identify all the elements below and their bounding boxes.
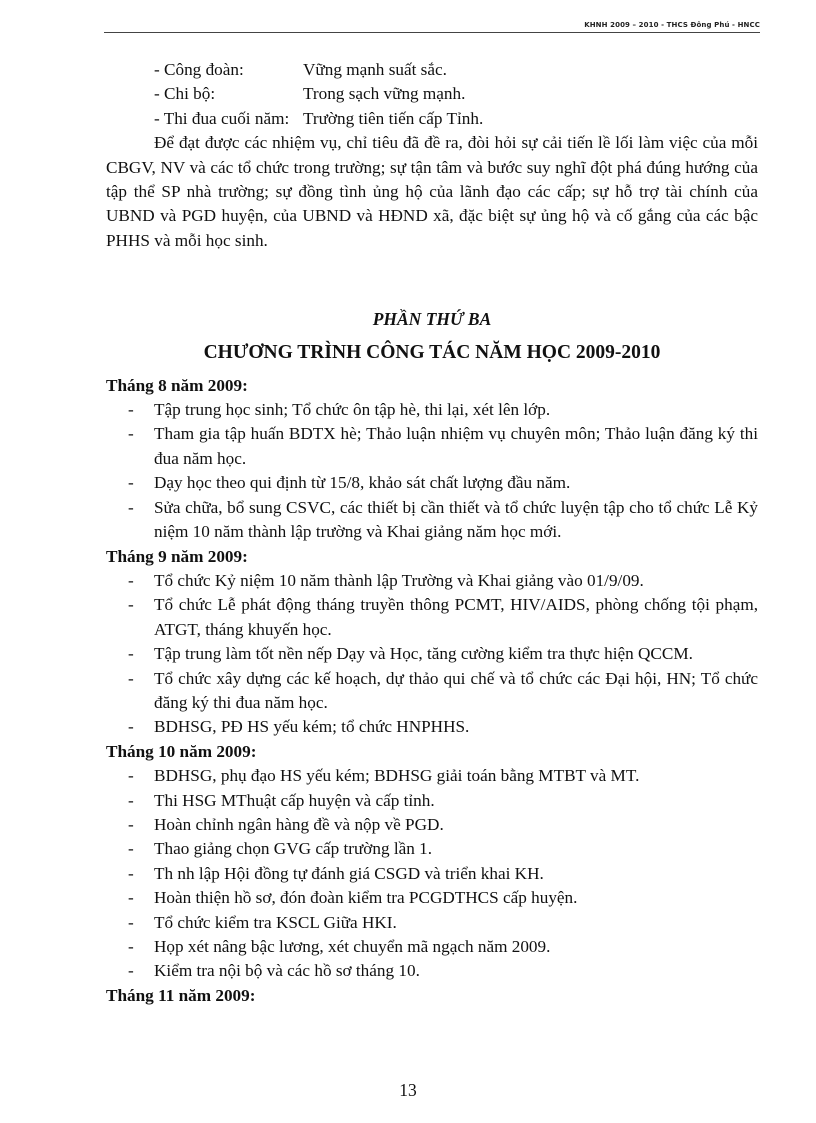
month-section bbox=[106, 545, 758, 740]
task-item bbox=[106, 789, 758, 813]
month-heading: Tháng 8 năm 2009: bbox=[106, 375, 248, 395]
task-text: Tổ chức Lễ phát động tháng truyền thông PCMT, HIV/AIDS, phòng chống tội phạm, ATGT, tháng khuyến học. bbox=[154, 595, 758, 639]
task-item bbox=[106, 496, 758, 545]
task-text: Tập trung làm tốt nền nếp Dạy và Học, tăng cường kiểm tra thực hiện QCCM. bbox=[154, 644, 693, 664]
task-text: Sửa chữa, bổ sung CSVC, các thiết bị cần thiết và tổ chức luyện tập cho tổ chức Lễ Kỷ niệm 10 năm thành lập trường và Khai giảng năm học mới. bbox=[154, 497, 758, 542]
task-list bbox=[106, 764, 758, 984]
intro-list bbox=[106, 58, 758, 131]
bullet-dash: - bbox=[128, 814, 134, 834]
bullet-dash: - bbox=[128, 497, 134, 517]
bullet-dash: - bbox=[128, 912, 134, 932]
task-text: Thi HSG MThuật cấp huyện và cấp tỉnh. bbox=[154, 790, 435, 810]
intro-item bbox=[106, 82, 758, 106]
task-item bbox=[106, 471, 758, 495]
task-text: Hoàn chỉnh ngân hàng đề và nộp về PGD. bbox=[154, 814, 444, 834]
bullet-dash: - bbox=[128, 961, 134, 981]
part-title: PHẦN THỨ BA bbox=[372, 309, 492, 330]
main-title: CHƯƠNG TRÌNH CÔNG TÁC NĂM HỌC 2009-2010 bbox=[203, 341, 661, 363]
task-text: Kiểm tra nội bộ và các hồ sơ tháng 10. bbox=[154, 961, 420, 981]
bullet-dash: - bbox=[128, 839, 134, 859]
month-heading: Tháng 10 năm 2009: bbox=[106, 741, 257, 761]
bullet-dash: - bbox=[128, 937, 134, 956]
month-section bbox=[106, 984, 758, 1008]
task-item bbox=[106, 886, 758, 910]
task-item bbox=[106, 569, 758, 593]
task-text: Tập trung học sinh; Tổ chức ôn tập hè, thi lại, xét lên lớp. bbox=[154, 400, 551, 420]
task-item bbox=[106, 911, 758, 935]
task-item bbox=[106, 642, 758, 666]
task-item bbox=[106, 667, 758, 716]
bullet-dash: - bbox=[128, 888, 134, 908]
intro-item-key: - Công đoàn: bbox=[154, 60, 244, 79]
bullet-dash: - bbox=[128, 668, 134, 688]
task-text: Tổ chức kiểm tra KSCL Giữa HKI. bbox=[154, 912, 397, 932]
bullet-dash: - bbox=[128, 473, 134, 493]
bullet-dash: - bbox=[128, 400, 134, 420]
month-section bbox=[106, 374, 758, 545]
task-list bbox=[106, 398, 758, 544]
bullet-dash: - bbox=[128, 863, 134, 883]
intro-paragraph: Để đạt được các nhiệm vụ, chỉ tiêu đã đề ra, đòi hỏi sự cải tiến lề lối làm việc của mỗi CBGV, NV và các tổ chức trong trường; sự tận tâm và bước suy nghĩ đột phá đúng hướng của tập thể SP nhà trường; sự đồng tình ủng hộ của lãnh đạo các cấp; sự hỗ trợ tài chính của UBND và PGD huyện, của UBND và HĐND xã, đặc biệt sự ủng hộ và cố gắng của các bậc PHHS và mỗi học sinh. bbox=[106, 133, 758, 250]
month-heading: Tháng 11 năm 2009: bbox=[106, 985, 256, 1005]
task-item bbox=[106, 764, 758, 788]
bullet-dash: - bbox=[128, 570, 134, 590]
task-item bbox=[106, 715, 758, 739]
task-text: Dạy học theo qui định từ 15/8, khảo sát chất lượng đầu năm. bbox=[154, 473, 571, 493]
month-sections bbox=[106, 374, 758, 1009]
intro-item-value: Vững mạnh suất sắc. bbox=[303, 60, 447, 79]
task-text: Hoàn thiện hồ sơ, đón đoàn kiểm tra PCGDTHCS cấp huyện. bbox=[154, 888, 578, 908]
running-header: KHNH 2009 – 2010 - THCS Đông Phú - HNCC bbox=[584, 21, 760, 29]
task-item bbox=[106, 422, 758, 471]
bullet-dash: - bbox=[128, 766, 134, 786]
task-list bbox=[106, 569, 758, 740]
task-item bbox=[106, 593, 758, 642]
intro-item bbox=[106, 107, 758, 131]
task-item bbox=[106, 959, 758, 983]
month-heading: Tháng 9 năm 2009: bbox=[106, 546, 248, 566]
document-body bbox=[106, 58, 758, 1008]
bullet-dash: - bbox=[128, 644, 134, 664]
task-text: BDHSG, PĐ HS yếu kém; tổ chức HNPHHS. bbox=[154, 717, 470, 737]
task-item bbox=[106, 862, 758, 886]
task-text: Tham gia tập huấn BDTX hè; Thảo luận nhiệm vụ chuyên môn; Thảo luận đăng ký thi đua năm học. bbox=[154, 424, 758, 468]
bullet-dash: - bbox=[128, 790, 134, 810]
month-section bbox=[106, 740, 758, 984]
task-item bbox=[106, 935, 758, 959]
bullet-dash: - bbox=[128, 595, 134, 615]
intro-item-value: Trường tiên tiến cấp Tỉnh. bbox=[303, 108, 484, 128]
task-item bbox=[106, 813, 758, 837]
task-text: Họp xét nâng bậc lương, xét chuyển mã ngạch năm 2009. bbox=[154, 937, 551, 956]
task-item bbox=[106, 837, 758, 861]
page-number: 13 bbox=[399, 1080, 417, 1100]
task-item bbox=[106, 398, 758, 422]
task-text: Thao giảng chọn GVG cấp trường lần 1. bbox=[154, 839, 433, 859]
intro-item-key: - Chi bộ: bbox=[154, 84, 216, 104]
task-text: Th nh lập Hội đồng tự đánh giá CSGD và triển khai KH. bbox=[154, 863, 544, 883]
task-text: BDHSG, phụ đạo HS yếu kém; BDHSG giải toán bằng MTBT và MT. bbox=[154, 766, 640, 786]
header-rule bbox=[104, 32, 760, 33]
task-text: Tổ chức Kỷ niệm 10 năm thành lập Trường và Khai giảng vào 01/9/09. bbox=[154, 570, 644, 590]
task-text: Tổ chức xây dựng các kế hoạch, dự thảo qui chế và tổ chức các Đại hội, HN; Tổ chức đăng ký thi đua năm học. bbox=[154, 668, 758, 712]
bullet-dash: - bbox=[128, 717, 134, 737]
intro-item bbox=[106, 58, 758, 82]
intro-item-value: Trong sạch vững mạnh. bbox=[303, 84, 466, 104]
bullet-dash: - bbox=[128, 424, 134, 444]
intro-item-key: - Thi đua cuối năm: bbox=[154, 108, 290, 128]
